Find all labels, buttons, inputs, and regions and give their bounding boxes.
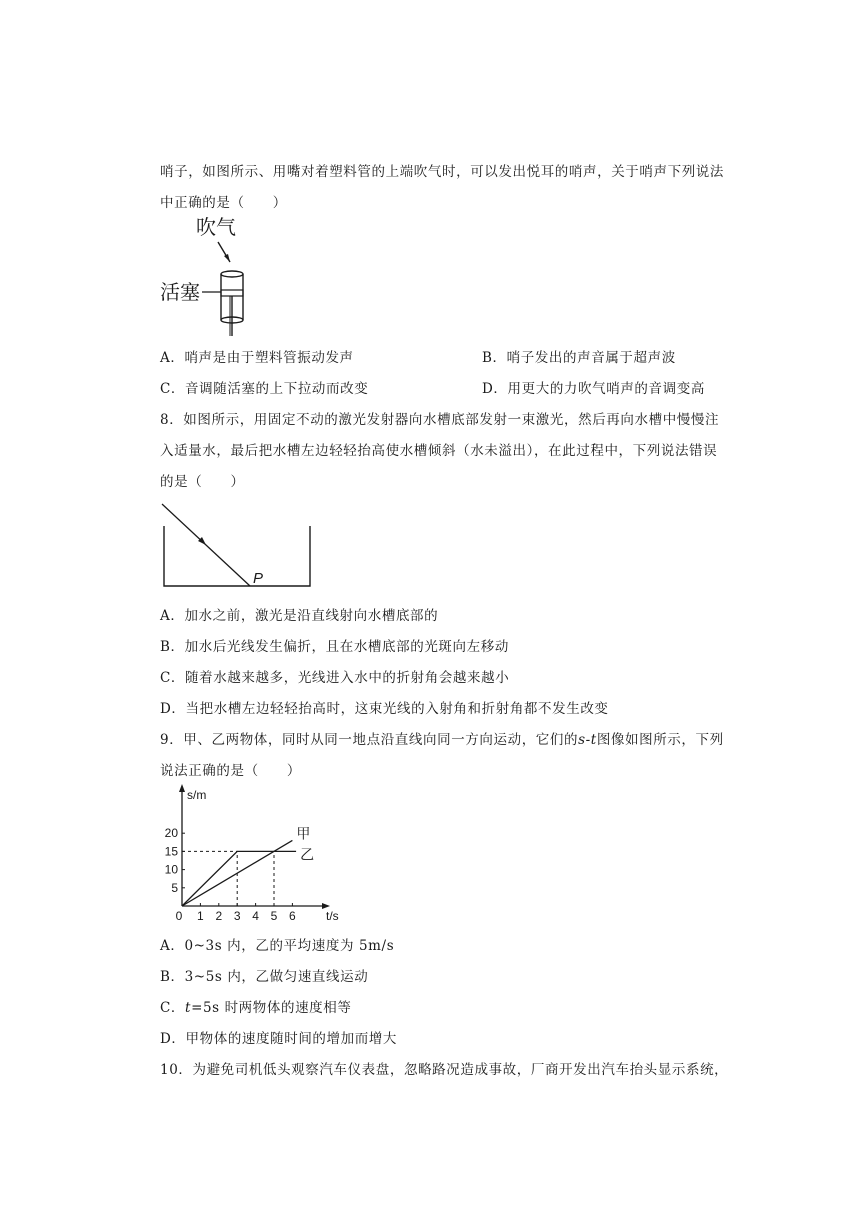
q7-stem-line2: 中正确的是（ ）	[160, 195, 287, 211]
tick-label-y-5: 5	[171, 880, 178, 895]
tick-label-y-10: 10	[164, 862, 178, 877]
tube-top	[221, 271, 243, 277]
q8-option-c: C．随着水越来越多，光线进入水中的折射角会越来越小	[160, 670, 510, 686]
q8-option-a: A．加水之前，激光是沿直线射向水槽底部的	[160, 608, 439, 624]
st-graph	[158, 782, 348, 924]
tank	[164, 526, 310, 586]
q7-option-a: A．哨声是由于塑料管振动发声	[160, 350, 354, 366]
q9-option-d: D．甲物体的速度随时间的增加而增大	[160, 1031, 398, 1047]
tick-label-x-2: 2	[215, 909, 223, 923]
y-axis-arrow	[179, 784, 185, 792]
q7-option-c: C．音调随活塞的上下拉动而改变	[160, 381, 369, 397]
tick-label-x-4: 4	[252, 909, 259, 923]
q8-stem-line1: 8．如图所示，用固定不动的激光发射器向水槽底部发射一束激光，然后再向水槽中慢慢注	[160, 412, 720, 428]
x-axis-label: t/s	[326, 909, 339, 923]
tick-label-y-20: 20	[164, 826, 178, 841]
q7-stem-line1: 哨子，如图所示、用嘴对着塑料管的上端吹气时，可以发出悦耳的哨声，关于哨声下列说法	[160, 164, 724, 180]
q8-stem-line2: 入适量水，最后把水槽左边轻轻抬高使水槽倾斜（水未溢出），在此过程中，下列说法错误	[160, 443, 718, 459]
tick-label-y-15: 15	[164, 844, 178, 859]
tick-label-x-3: 3	[233, 909, 241, 923]
q7-option-d: D．用更大的力吹气哨声的音调变高	[482, 381, 705, 397]
q9-stem-pre: 9．甲、乙两物体，同时从同一地点沿直线向同一方向运动，它们的	[160, 732, 579, 748]
series-label-jia: 甲	[296, 826, 311, 843]
q9-option-c-post: =5s 时两物体的速度相等	[191, 1000, 352, 1016]
piston-label: 活塞	[160, 280, 200, 304]
q9-stem-line2: 说法正确的是（ ）	[160, 763, 301, 779]
q9-stem-var: s-t	[578, 732, 597, 748]
q10-stem-line1: 10．为避免司机低头观察汽车仪表盘，忽略路况造成事故，厂商开发出汽车抬头显示系统，	[160, 1062, 729, 1078]
series-line-yi	[182, 851, 296, 906]
q9-option-c-var: t	[185, 1000, 192, 1016]
q8-stem-line3: 的是（ ）	[160, 474, 245, 490]
series-label-yi: 乙	[300, 847, 315, 864]
tick-label-x-5: 5	[270, 909, 278, 923]
q9-option-a: A．0~3s 内，乙的平均速度为 5m/s	[160, 938, 395, 954]
tick-label-x-1: 1	[197, 909, 204, 923]
point-p-label: P	[253, 570, 264, 587]
q8-option-d: D．当把水槽左边轻轻抬高时，这束光线的入射角和折射角都不发生改变	[160, 701, 609, 717]
q7-option-b: B．哨子发出的声音属于超声波	[482, 350, 676, 366]
q9-option-b: B．3~5s 内，乙做匀速直线运动	[160, 969, 369, 985]
q8-option-b: B．加水后光线发生偏折，且在水槽底部的光斑向左移动	[160, 639, 509, 655]
series-line-jia	[182, 840, 292, 906]
blow-label: 吹气	[196, 215, 236, 239]
q9-stem-line1	[160, 728, 724, 748]
tick-label-x-0: 0	[175, 909, 183, 923]
tick-label-x-6: 6	[289, 909, 296, 923]
q9-option-c	[160, 996, 351, 1016]
whistle-figure	[158, 212, 268, 340]
y-axis-label: s/m	[187, 788, 207, 802]
q9-option-c-pre: C．	[160, 1000, 186, 1016]
piston	[221, 290, 243, 296]
q9-stem-post: 图像如图所示，下列	[596, 732, 724, 748]
water-tank-figure	[158, 500, 318, 592]
